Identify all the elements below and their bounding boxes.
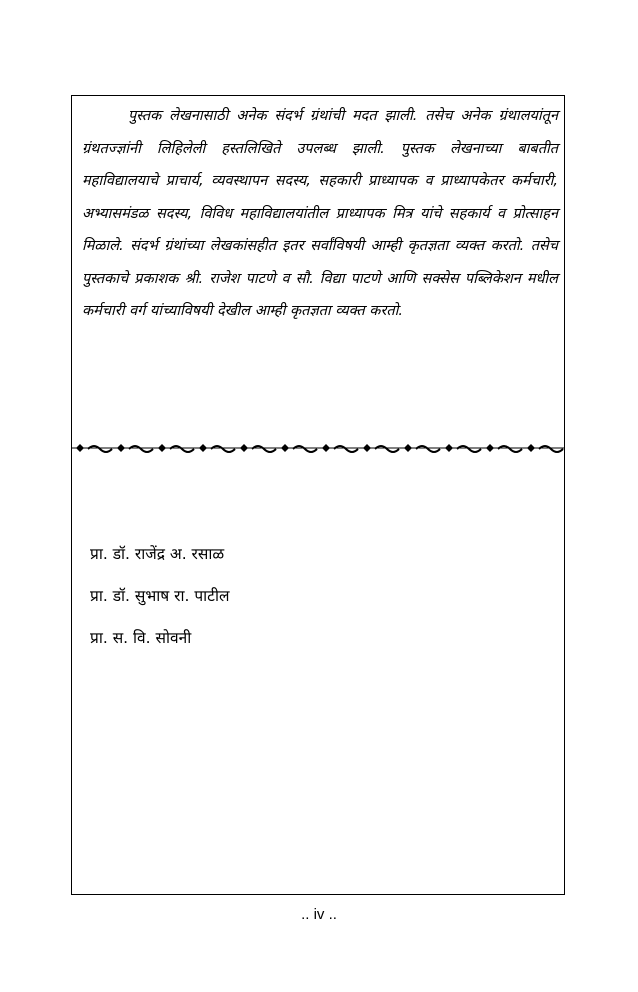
author-name: प्रा. डॉ. राजेंद्र अ. रसाळ [90,545,225,563]
ornamental-divider [72,438,564,458]
acknowledgement-paragraph: पुस्तक लेखनासाठी अनेक संदर्भ ग्रंथांची मदत झाली. तसेच अनेक ग्रंथालयांतून ग्रंथतज्ज्ञांनी लिहिलेली हस्तलिखिते उपलब्ध झाली. पुस्तक लेखनाच्या बाबतीत महाविद्यालयाचे प्राचार्य, व्यवस्थापन सदस्य, सहकारी प्राध्यापक व प्राध्यापकेतर कर्मचारी, अभ्यासमंडळ सदस्य, विविध महाविद्यालयांतील प्राध्यापक मित्र यांचे सहकार्य व प्रोत्साहन मिळाले. संदर्भ ग्रंथांच्या लेखकांसहीत इतर सर्वांविषयी आम्ही कृतज्ञता व्यक्त करतो. तसेच पुस्तकाचे प्रकाशक श्री. राजेश पाटणे व सौ. विद्या पाटणे आणि सक्सेस पब्लिकेशन मधील कर्मचारी वर्ग यांच्याविषयी देखील आम्ही कृतज्ञता व्यक्त करतो. [82,108,558,319]
author-name: प्रा. स. वि. सोवनी [90,629,192,647]
author-list [90,540,230,666]
page-frame [71,95,565,895]
author-name: प्रा. डॉ. सुभाष रा. पाटील [90,587,230,605]
page-number: .. iv .. [301,906,337,923]
